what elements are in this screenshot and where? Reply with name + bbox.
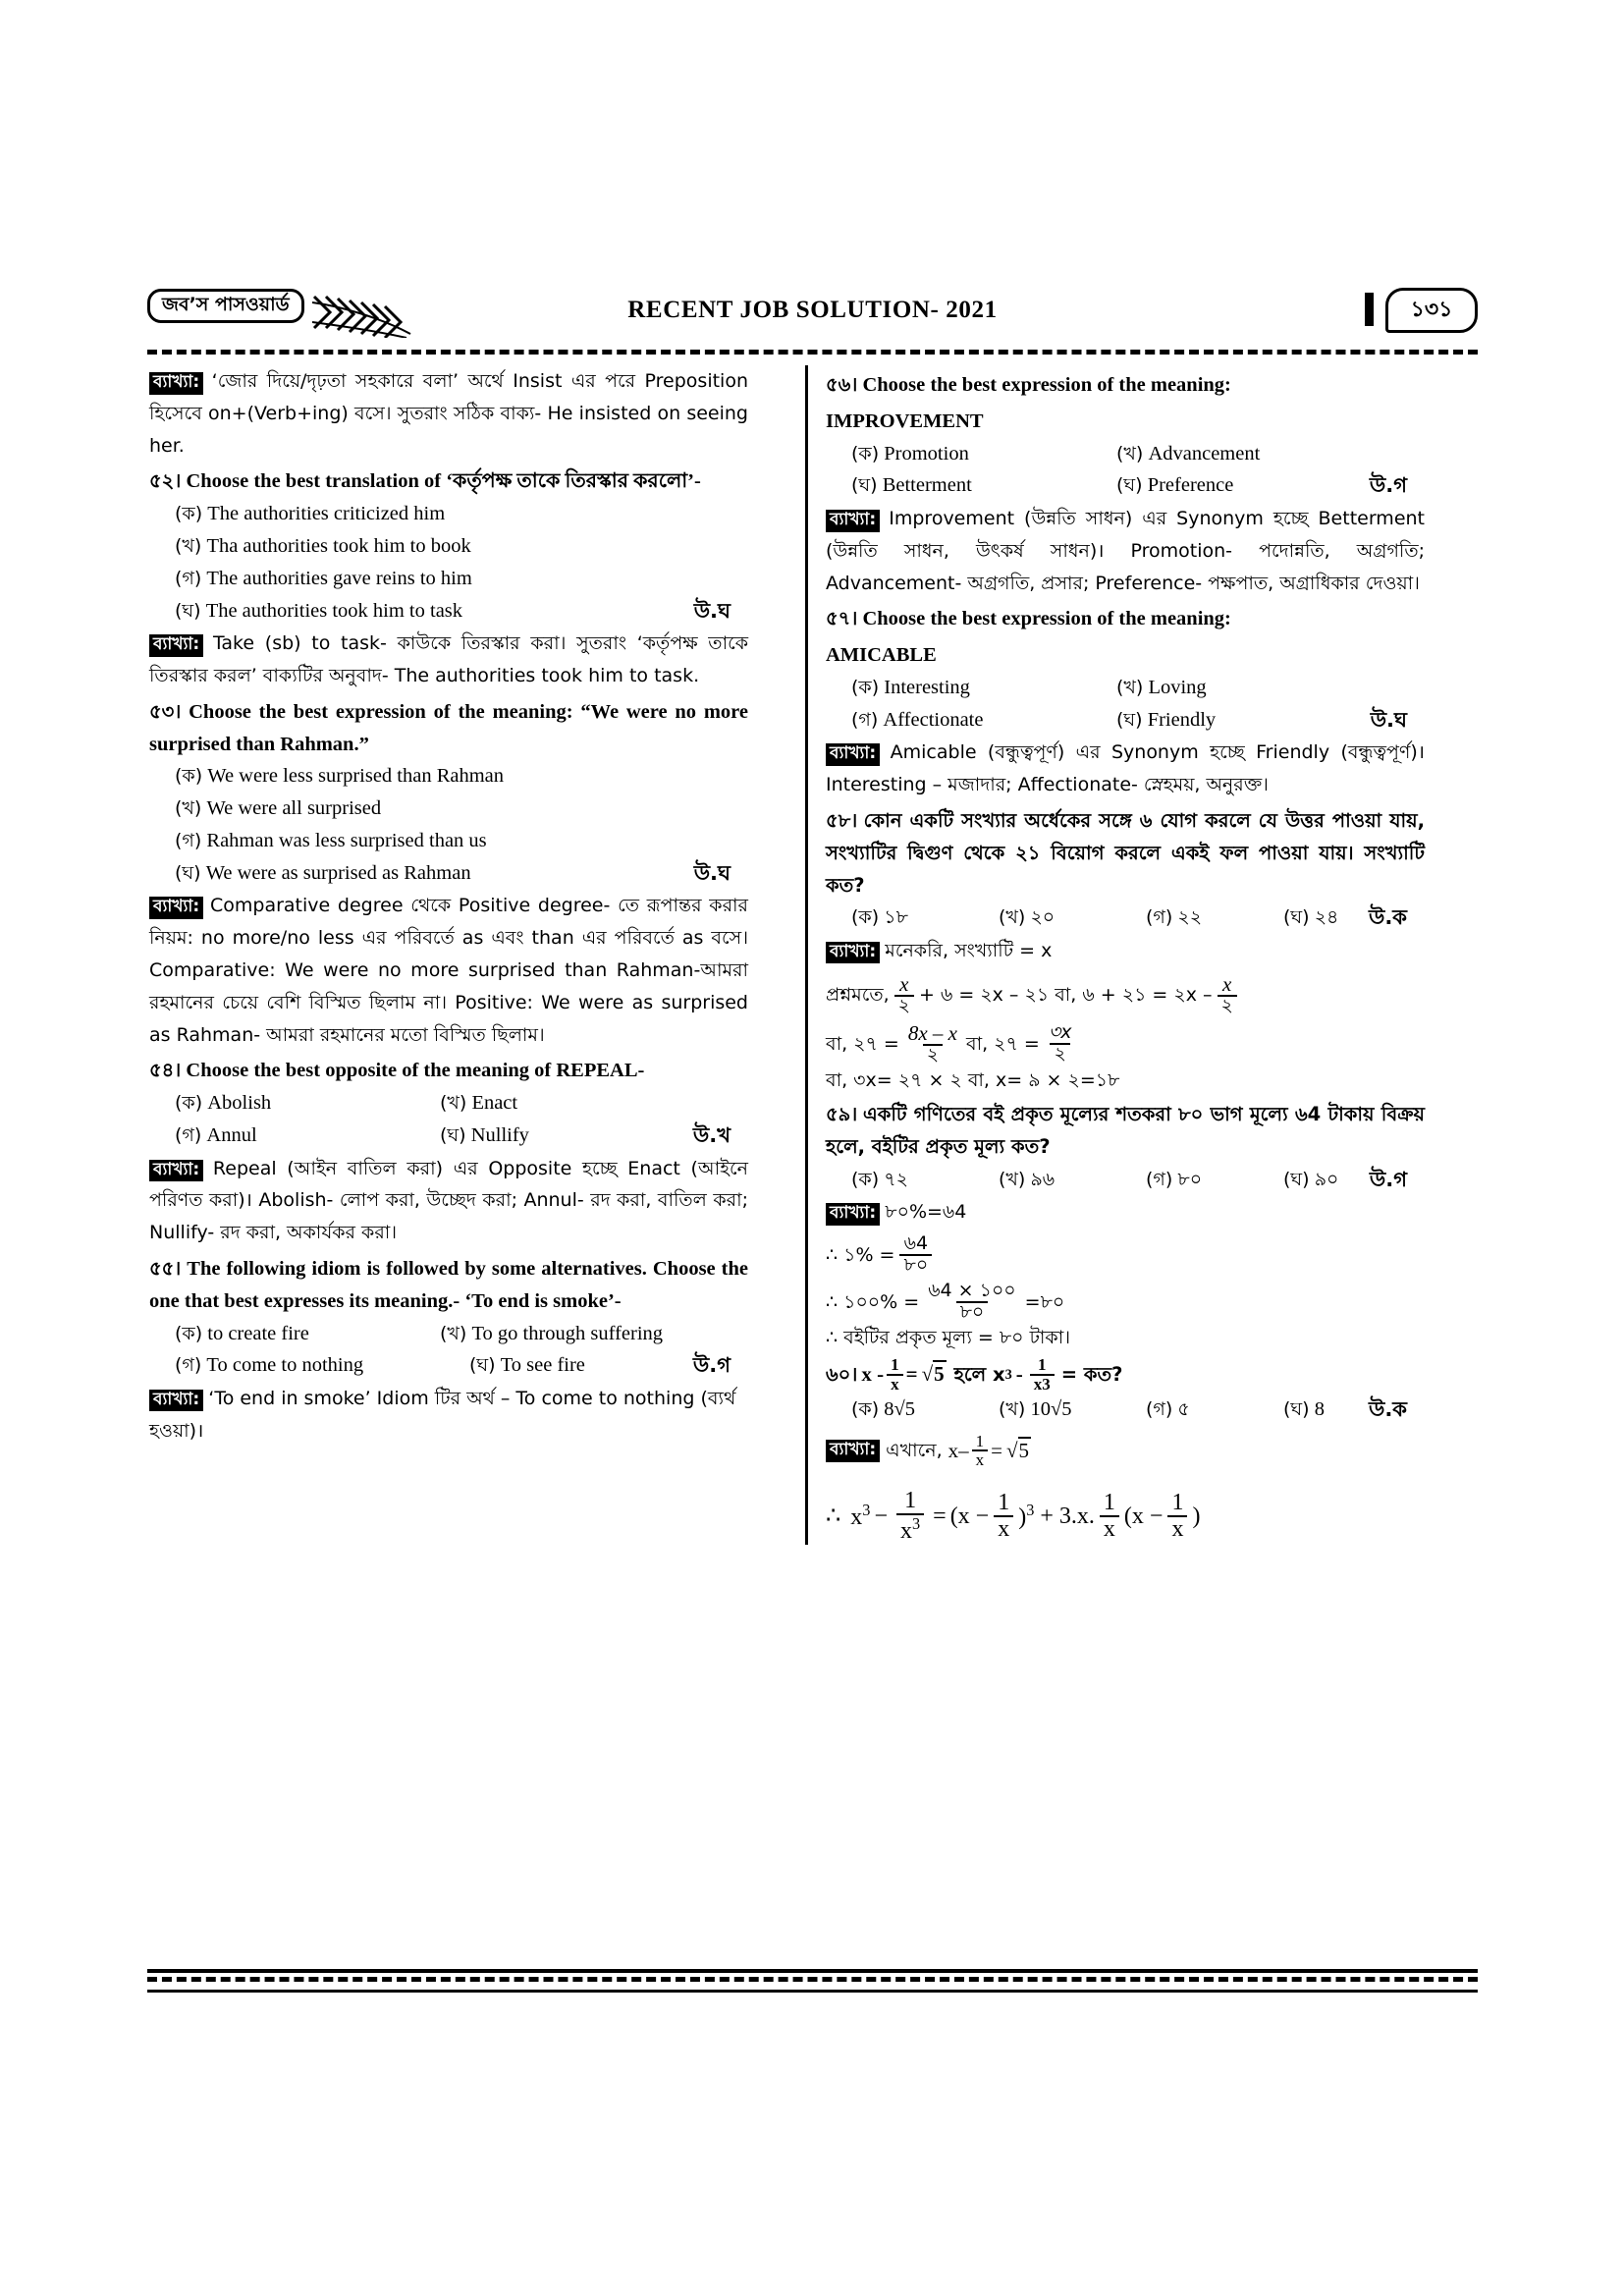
option-row	[175, 498, 748, 530]
option-text: Annul	[206, 1123, 257, 1146]
option-key: (গ)	[851, 708, 879, 731]
numerator: ৬4	[903, 1232, 929, 1255]
explanation-label: ব্যাখ্যা:	[826, 510, 880, 532]
option-a[interactable]	[851, 1394, 999, 1427]
equation-58-line3: বা, ৩x= ২৭ × ২ বা, x= ৯ × ২=১৮	[826, 1068, 1120, 1091]
option-text: Tha authorities took him to book	[206, 534, 471, 557]
option-row	[175, 1349, 748, 1383]
option-row	[851, 1164, 1425, 1197]
option-text: We were as surprised as Rahman	[205, 861, 471, 884]
option-a[interactable]	[851, 1164, 999, 1197]
answer-badge: উ.খ	[692, 1122, 731, 1147]
option-key: (ঘ)	[175, 861, 201, 884]
eq-suffix: =৮০	[1024, 1290, 1065, 1313]
question-number: ৫৭।	[826, 607, 858, 630]
option-text: ৭২	[884, 1168, 908, 1190]
numerator: 1	[891, 1355, 899, 1375]
option-key: (খ)	[999, 1168, 1026, 1190]
option-row	[175, 563, 748, 595]
option-key: (ঘ)	[1283, 906, 1310, 929]
numerator: x	[1222, 971, 1232, 996]
option-key: (খ)	[1116, 676, 1144, 698]
answer-badge: উ.গ	[1369, 473, 1407, 498]
question-number: ৫৪।	[149, 1059, 182, 1082]
page-number: ১৩১	[1385, 288, 1478, 333]
explanation-51	[149, 365, 748, 462]
question-number: ৫৩।	[149, 699, 182, 723]
explanation-52	[149, 628, 748, 692]
option-key: (ঘ)	[1283, 1168, 1310, 1190]
explanation-label: ব্যাখ্যা:	[149, 897, 203, 919]
option-d[interactable]	[440, 1120, 529, 1153]
plus-term: + 3.x.	[1040, 1503, 1095, 1530]
explanation-53	[149, 890, 748, 1051]
option-key: (গ)	[175, 829, 202, 851]
option-d[interactable]	[175, 595, 462, 629]
option-text: ৮০	[1177, 1168, 1203, 1190]
option-b[interactable]	[999, 1394, 1146, 1427]
question-number: ৬০।	[826, 1363, 858, 1387]
numerator: ৩x	[1048, 1020, 1072, 1043]
explanation-label: ব্যাখ্যা:	[826, 743, 880, 766]
question-stem: Choose the best translation of ‘কর্তৃপক্ষ তাকে তিরস্কার করলো’-	[186, 470, 701, 493]
numerator: 1	[1103, 1490, 1115, 1516]
footer-rule-bottom	[147, 1990, 1478, 1993]
explanation-text: Improvement (উন্নতি সাধন) এর Synonym হচ্ছে Betterment (উন্নতি সাধন, উৎকর্ষ সাধন)। Promotion- পদোন্নতি, অগ্রগতি; Advancement- অগ্রগতি, প্রসার; Preference- পক্ষপাত, অগ্রাধিকার দেওয়া।	[826, 507, 1426, 594]
option-key: (গ)	[1146, 1168, 1173, 1190]
option-row	[851, 469, 1425, 503]
equation-59-line1	[826, 1234, 1425, 1276]
option-key: (খ)	[1116, 442, 1144, 465]
option-a[interactable]	[175, 1087, 440, 1120]
explanation-label: ব্যাখ্যা:	[149, 634, 203, 657]
explanation-56	[826, 503, 1425, 599]
explanation-label: ব্যাখ্যা:	[149, 372, 203, 395]
brand-logo: জব’স পাসওয়ার্ড	[147, 289, 304, 323]
left-column	[149, 365, 748, 1447]
option-text: To come to nothing	[206, 1354, 364, 1377]
option-c[interactable]	[851, 704, 1116, 738]
fraction	[994, 1491, 1013, 1542]
denominator: ২	[923, 1044, 943, 1066]
option-text: Affectionate	[883, 708, 984, 731]
page-title: RECENT JOB SOLUTION- 2021	[627, 297, 998, 323]
option-d[interactable]	[469, 1349, 585, 1383]
option-text: ১৮	[884, 906, 908, 929]
option-row	[175, 595, 748, 629]
answer-badge: উ.ঘ	[693, 598, 731, 623]
option-text: Friendly	[1147, 708, 1217, 731]
option-text: ৫	[1177, 1397, 1190, 1420]
denominator: x	[1100, 1515, 1119, 1542]
option-key: (গ)	[175, 567, 202, 589]
question-56-keyword: IMPROVEMENT	[826, 410, 984, 432]
option-text: Preference	[1147, 474, 1234, 497]
option-key: (ঘ)	[175, 599, 201, 622]
question-stem: The following idiom is followed by some alternatives. Choose the one that best expresses its meaning.- ‘To end is smoke’-	[149, 1257, 748, 1312]
question-number: ৫৬।	[826, 373, 858, 396]
option-row	[851, 672, 1425, 704]
question-55	[149, 1253, 748, 1318]
numerator: 8x – x	[907, 1020, 957, 1045]
numerator: 1	[1171, 1490, 1184, 1516]
option-row	[175, 793, 748, 825]
option-row	[175, 1318, 748, 1350]
eq-prefix: ∴ ১% =	[826, 1243, 895, 1266]
fraction	[1030, 1356, 1055, 1394]
option-row	[175, 1120, 748, 1153]
fraction	[1218, 973, 1237, 1016]
denominator: x	[972, 1449, 989, 1469]
option-text: Abolish	[207, 1092, 272, 1115]
option-row	[851, 1394, 1425, 1427]
option-key: (ঘ)	[440, 1123, 466, 1146]
option-key: (ক)	[175, 1322, 203, 1344]
option-d[interactable]	[1116, 469, 1233, 503]
explanation-58	[826, 935, 1425, 967]
option-text: Interesting	[884, 676, 970, 698]
radicand: 5	[1018, 1438, 1029, 1462]
option-d[interactable]	[1283, 902, 1338, 935]
sqrt-symbol: √5	[921, 1362, 945, 1387]
explanation-text: মনেকরি, সংখ্যাটি = x	[885, 939, 1053, 961]
question-stem: Choose the best expression of the meaning:	[862, 608, 1231, 630]
therefore-symbol: ∴	[826, 1503, 841, 1530]
option-a[interactable]	[175, 498, 445, 530]
option-text: ২৪	[1314, 906, 1339, 929]
option-a[interactable]	[175, 760, 504, 793]
fraction	[894, 973, 914, 1016]
option-key: (ক)	[851, 442, 880, 465]
stem-part-d: -	[1015, 1362, 1023, 1387]
option-text: We were all surprised	[206, 797, 382, 820]
explanation-label: ব্যাখ্যা:	[149, 1160, 203, 1182]
question-60	[826, 1356, 1425, 1394]
option-text: Rahman was less surprised than us	[206, 829, 487, 851]
option-text: Promotion	[884, 442, 969, 465]
denominator: ৮০	[899, 1254, 932, 1276]
close-paren-2: )	[1192, 1503, 1201, 1530]
page-header	[147, 287, 1478, 348]
option-c[interactable]	[851, 469, 1116, 503]
answer-badge: উ.ঘ	[1370, 707, 1407, 732]
option-d[interactable]	[1283, 1164, 1338, 1197]
explanation-label: ব্যাখ্যা:	[826, 1440, 880, 1462]
explanation-text: Take (sb) to task- কাউকে তিরস্কার করা। সুতরাং ‘কর্তৃপক্ষ তাকে তিরস্কার করল’ বাক্যটির অনুবাদ- The authorities took him to task.	[149, 632, 749, 686]
exponent: 3	[1004, 1366, 1012, 1383]
equation-60-identity	[826, 1489, 1425, 1544]
denominator: ২	[894, 995, 914, 1016]
option-a[interactable]	[175, 1318, 440, 1350]
option-text: ২০	[1030, 906, 1056, 929]
question-59	[826, 1099, 1425, 1164]
question-57-keyword: AMICABLE	[826, 644, 937, 667]
explanation-text: Comparative degree থেকে Positive degree- তে রূপান্তর করার নিয়ম: no more/no less এর পরিবর্তে as এবং than এর পরিবর্তে as বসে। Comparative: We were no more surprised than Rahman-আমরা রহমানের চেয়ে বেশি বিস্মিত ছিলাম না। Positive: We were as surprised as Rahman- আমরা রহমানের মতো বিস্মিত ছিলাম।	[149, 895, 749, 1046]
minus-sign: −	[874, 1503, 888, 1530]
explanation-text: ‘জোর দিয়ে/দৃঢ়তা সহকারে বলা’ অর্থে Insist এর পরে Preposition হিসেবে on+(Verb+ing) বসে। সুতরাং সঠিক বাক্য- He insisted on seeing her.	[149, 370, 748, 457]
option-d[interactable]	[175, 857, 471, 891]
option-key: (খ)	[440, 1322, 467, 1344]
option-c[interactable]	[1146, 1394, 1283, 1427]
explanation-60	[826, 1433, 1425, 1470]
eq-prefix: ∴ ১০০% =	[826, 1290, 920, 1313]
option-key: (ঘ)	[1283, 1397, 1310, 1420]
explanation-label: ব্যাখ্যা:	[826, 942, 880, 964]
term-x-cubed: $x^3$	[850, 1500, 871, 1530]
option-key: (খ)	[999, 1397, 1026, 1420]
explanation-text: ৮০%=৬4	[885, 1201, 967, 1224]
option-a[interactable]	[851, 438, 1116, 470]
fraction	[972, 1433, 989, 1470]
question-number: ৫৫।	[149, 1256, 182, 1280]
radicand: 5	[934, 1362, 945, 1387]
equation-58-line1	[826, 973, 1425, 1016]
option-b[interactable]	[1116, 438, 1260, 470]
option-b[interactable]	[440, 1087, 517, 1120]
question-stem: কোন একটি সংখ্যার অর্ধেকের সঙ্গে ৬ যোগ করলে যে উত্তর পাওয়া যায়, সংখ্যাটির দ্বিগুণ থেকে ২১ বিয়োগ করলে একই ফল পাওয়া যায়। সংখ্যাটি কত?	[826, 808, 1426, 897]
option-text: 8√5	[884, 1397, 916, 1420]
answer-badge: উ.ঘ	[693, 860, 731, 885]
option-text: ২২	[1177, 906, 1203, 929]
question-57	[826, 603, 1425, 635]
option-key: (ঘ)	[851, 474, 878, 497]
fraction	[1045, 1020, 1076, 1065]
explanation-57	[826, 737, 1425, 801]
option-text: ৯০	[1314, 1168, 1339, 1190]
stem-part-a: x -	[861, 1362, 885, 1387]
option-row	[175, 1087, 748, 1120]
denominator: ৮০	[956, 1301, 989, 1323]
explanation-text: এখানে,	[886, 1440, 943, 1462]
option-row	[175, 530, 748, 563]
denominator: x	[887, 1374, 903, 1394]
option-key: (ঘ)	[1116, 708, 1143, 731]
question-number: ৫৯।	[826, 1103, 858, 1126]
right-column	[805, 365, 1425, 1545]
close-paren-cubed: )$^3$	[1018, 1500, 1035, 1530]
equation-59-line2	[826, 1279, 1425, 1323]
question-stem: Choose the best opposite of the meaning of REPEAL-	[186, 1060, 645, 1082]
eq-mid: + ৬ = ২x – ২১ বা, ৬ + ২১ = ২x –	[918, 983, 1213, 1006]
option-key: (ক)	[175, 503, 203, 525]
option-key: (গ)	[175, 1354, 202, 1377]
question-52	[149, 465, 748, 498]
option-text: The authorities took him to task	[205, 599, 463, 622]
explanation-label: ব্যাখ্যা:	[149, 1390, 203, 1412]
eq-prefix: বা, ২৭ =	[826, 1032, 899, 1055]
option-key: (খ)	[440, 1092, 467, 1115]
explanation-text: Amicable (বন্ধুত্বপূর্ণ) এর Synonym হচ্ছে Friendly (বন্ধুত্বপূর্ণ)। Interesting – মজাদার; Affectionate- স্নেহময়, অনুরক্ত।	[826, 741, 1426, 796]
option-c[interactable]	[175, 825, 487, 857]
option-row	[175, 825, 748, 857]
numerator: 1	[1037, 1355, 1047, 1375]
option-a[interactable]	[851, 902, 999, 935]
option-key: (ক)	[851, 676, 880, 698]
numerator: 1	[904, 1488, 917, 1514]
option-b[interactable]	[999, 1164, 1146, 1197]
answer-badge: উ.গ	[1369, 1167, 1407, 1191]
footer-rule-dashed	[147, 1977, 1478, 1987]
header-divider	[147, 350, 1478, 359]
explanation-text: Repeal (আইন বাতিল করা) এর Opposite হচ্ছে Enact (আইনে পরিণত করা)। Abolish- লোপ করা, উচ্ছেদ করা; Annul- রদ করা, বাতিল করা; Nullify- রদ করা, অকার্যকর করা।	[149, 1157, 748, 1244]
question-stem: একটি গণিতের বই প্রকৃত মূল্যের শতকরা ৮০ ভাগ মূল্যে ৬4 টাকায় বিক্রয় হলে, বইটির প্রকৃত মূল্য কত?	[826, 1103, 1425, 1158]
question-stem: Choose the best expression of the meaning: “We were no more surprised than Rahman.”	[149, 700, 748, 755]
fraction	[887, 1356, 903, 1394]
fraction	[1100, 1491, 1119, 1542]
stem-part-e: = কত?	[1060, 1363, 1123, 1387]
fraction	[899, 1234, 932, 1276]
option-text: Advancement	[1148, 442, 1261, 465]
numerator: ৬4 × ১০০	[928, 1279, 1016, 1301]
option-text: to create fire	[207, 1322, 309, 1344]
option-row	[851, 902, 1425, 935]
option-key: (খ)	[999, 906, 1026, 929]
page-number-bar	[1365, 293, 1374, 326]
option-text: To go through suffering	[471, 1322, 664, 1344]
option-b[interactable]	[175, 530, 471, 563]
question-stem: Choose the best expression of the meaning:	[862, 374, 1231, 396]
footer-rule-top	[147, 1969, 1478, 1973]
equation-58-line2	[826, 1022, 1425, 1066]
open-paren-2: (x −	[1123, 1503, 1164, 1530]
fraction	[924, 1279, 1019, 1323]
option-b[interactable]	[1116, 672, 1207, 704]
option-text: Enact	[471, 1092, 518, 1115]
option-key: (ঘ)	[1116, 474, 1143, 497]
denominator: x	[1167, 1515, 1187, 1542]
denominator: $x^3$	[896, 1513, 924, 1544]
option-c[interactable]	[1146, 902, 1283, 935]
option-text: Nullify	[470, 1123, 529, 1146]
option-key: (গ)	[1146, 1397, 1173, 1420]
sqrt-symbol: √5	[1005, 1438, 1029, 1462]
answer-badge: উ.ক	[1368, 905, 1407, 930]
option-c[interactable]	[1146, 1164, 1283, 1197]
denominator: x3	[1030, 1374, 1055, 1394]
equals-sign: =	[933, 1503, 947, 1530]
eq-prefix: প্রশ্নমতে,	[826, 983, 890, 1006]
answer-badge: উ.ক	[1368, 1396, 1407, 1421]
option-key: (ক)	[851, 1168, 880, 1190]
option-text: We were less surprised than Rahman	[207, 765, 505, 788]
option-key: (ক)	[175, 765, 203, 788]
fraction	[896, 1489, 924, 1544]
eq-mid: বা, ২৭ =	[966, 1032, 1040, 1055]
numerator: x	[899, 971, 909, 996]
option-b[interactable]	[440, 1318, 663, 1350]
eq-var: x–	[947, 1438, 969, 1462]
option-text: 10√5	[1030, 1397, 1072, 1420]
explanation-label: ব্যাখ্যা:	[826, 1203, 880, 1226]
fraction	[904, 1022, 961, 1066]
question-number: ৫২।	[149, 469, 182, 493]
option-row	[175, 760, 748, 793]
fraction	[1167, 1491, 1187, 1542]
page-footer	[147, 1969, 1478, 1993]
explanation-text: ‘To end in smoke’ Idiom টির অর্থ – To come to nothing (ব্যর্থ হওয়া)।	[149, 1387, 736, 1442]
option-row	[175, 857, 748, 891]
question-number: ৫৮।	[826, 808, 858, 832]
option-key: (গ)	[175, 1123, 202, 1146]
denominator: x	[994, 1515, 1013, 1542]
question-56	[826, 369, 1425, 402]
numerator: 1	[975, 1431, 985, 1450]
option-key: (গ)	[1146, 906, 1173, 929]
option-c[interactable]	[175, 1120, 440, 1153]
option-key: (খ)	[175, 534, 202, 557]
option-text: The authorities criticized him	[207, 503, 446, 525]
eq-equals: =	[991, 1438, 1002, 1462]
option-d[interactable]	[1283, 1394, 1325, 1427]
explanation-54	[149, 1153, 748, 1249]
answer-badge: উ.গ	[692, 1353, 731, 1378]
explanation-59	[826, 1196, 1425, 1229]
option-text: Betterment	[882, 474, 972, 497]
option-key: (খ)	[175, 797, 202, 820]
option-d[interactable]	[1116, 704, 1216, 738]
option-row	[851, 704, 1425, 738]
explanation-55	[149, 1383, 748, 1448]
question-58	[826, 805, 1425, 902]
option-text: ৯৬	[1030, 1168, 1056, 1190]
option-key: (ক)	[851, 1397, 880, 1420]
question-53	[149, 696, 748, 761]
option-text: 8	[1314, 1397, 1325, 1420]
option-row	[851, 438, 1425, 470]
open-paren: (x −	[949, 1503, 990, 1530]
option-a[interactable]	[851, 672, 1116, 704]
option-b[interactable]	[175, 793, 381, 825]
option-c[interactable]	[175, 1349, 469, 1383]
option-b[interactable]	[999, 902, 1146, 935]
option-key: (ক)	[851, 906, 880, 929]
option-key: (ঘ)	[469, 1354, 496, 1377]
denominator: ২	[1050, 1043, 1069, 1065]
stem-part-b: =	[905, 1362, 918, 1387]
option-c[interactable]	[175, 563, 472, 595]
option-text: The authorities gave reins to him	[206, 567, 472, 589]
stem-part-c: হলে x	[953, 1363, 1005, 1387]
option-text: To see fire	[500, 1354, 585, 1377]
numerator: 1	[998, 1490, 1010, 1516]
question-54	[149, 1055, 748, 1087]
equation-59-line3: ∴ বইটির প্রকৃত মূল্য = ৮০ টাকা।	[826, 1326, 1071, 1348]
option-text: Loving	[1148, 676, 1207, 698]
denominator: ২	[1218, 995, 1237, 1016]
option-key: (ক)	[175, 1092, 203, 1115]
